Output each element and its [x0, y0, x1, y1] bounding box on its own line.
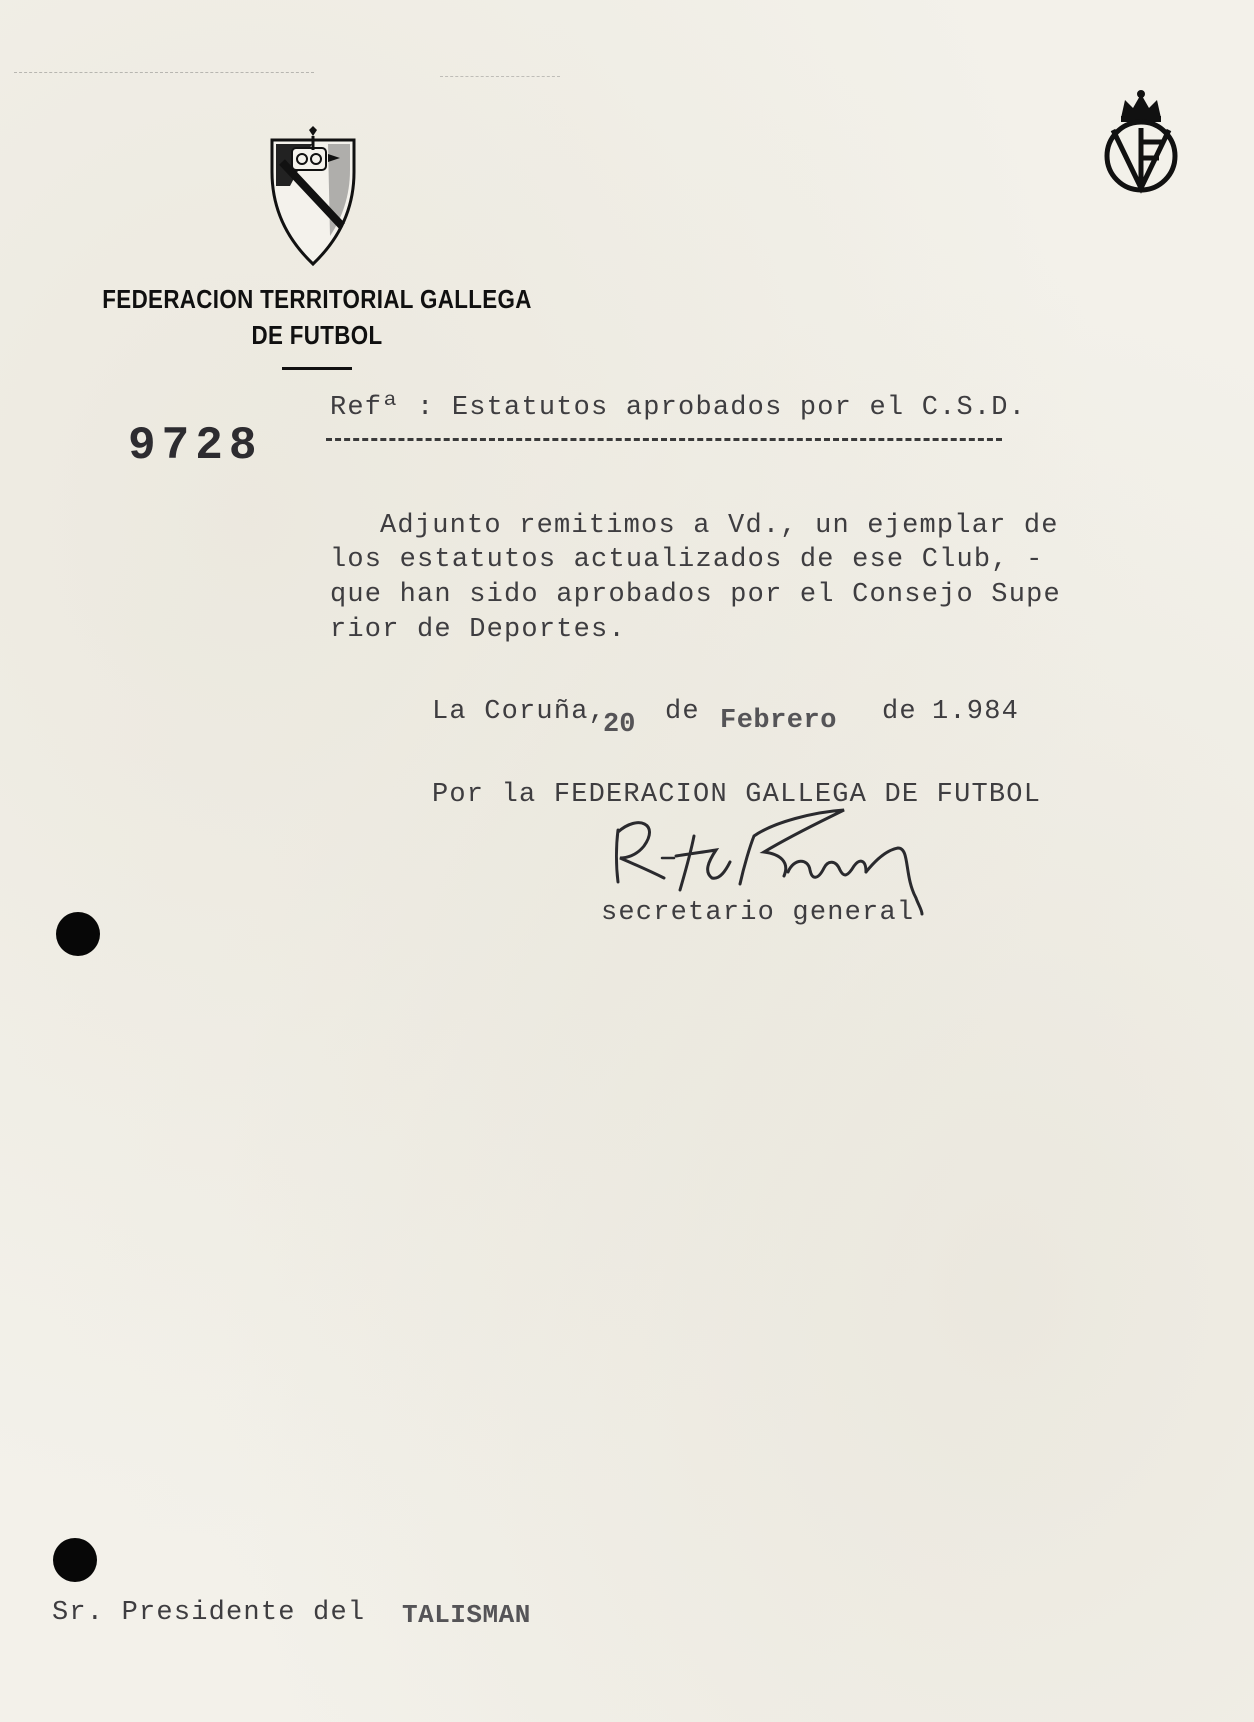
- federation-crest-icon: [268, 126, 358, 268]
- letterhead-org-line1: FEDERACION TERRITORIAL GALLEGA: [102, 284, 532, 314]
- date-de-2: de: [882, 697, 917, 727]
- body-line-4: rior de Deportes.: [330, 615, 626, 645]
- letterhead-org-line2: DE FUTBOL: [251, 320, 383, 350]
- punch-hole-top: [56, 912, 100, 956]
- reference-line: [330, 393, 1026, 423]
- reference-label: Refª :: [330, 393, 435, 423]
- date-de-1: de: [665, 697, 700, 727]
- stray-mark: [440, 76, 560, 77]
- signature-on-behalf: Por la FEDERACION GALLEGA DE FUTBOL: [432, 780, 1042, 810]
- date-year: 1.984: [932, 697, 1020, 727]
- date-month: Febrero: [720, 706, 837, 736]
- rfef-crown-emblem-icon: [1101, 88, 1181, 200]
- body-line-2: los estatutos actualizados de ese Club, -: [330, 545, 1044, 575]
- punch-hole-bottom: [53, 1538, 97, 1582]
- addressee-prefix: Sr. Presidente del: [52, 1598, 366, 1628]
- letterhead-underline: [282, 367, 352, 370]
- signature-title: secretario general: [601, 898, 915, 928]
- addressee-club: TALISMAN: [402, 1600, 531, 1630]
- stray-mark: [14, 72, 314, 73]
- registry-number: 9728: [128, 420, 263, 472]
- reference-text: Estatutos aprobados por el C.S.D.: [451, 393, 1027, 423]
- body-line-1: Adjunto remitimos a Vd., un ejemplar de: [380, 511, 1059, 541]
- date-place: La Coruña,: [432, 697, 607, 727]
- date-day: 20: [603, 710, 636, 740]
- body-line-3: que han sido aprobados por el Consejo Supe: [330, 580, 1061, 610]
- reference-dashed-rule: [326, 438, 1002, 441]
